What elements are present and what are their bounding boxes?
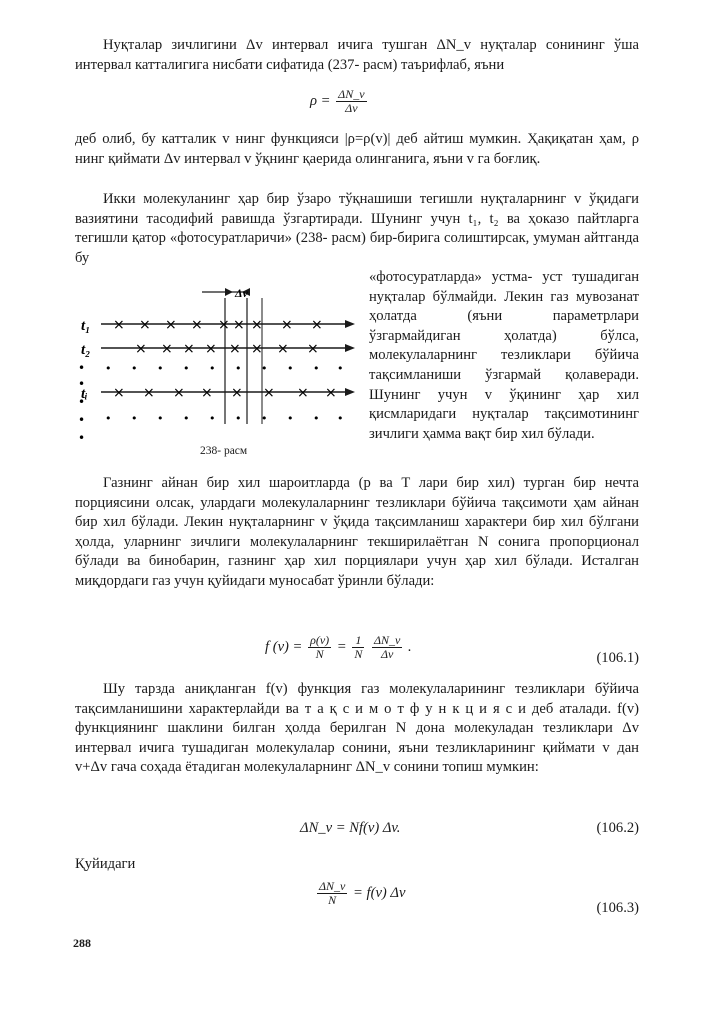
- svg-text:•: •: [337, 362, 344, 375]
- svg-text:×: ×: [139, 317, 151, 333]
- eq2-body: ΔN_v = Nf(v) Δv.: [300, 820, 401, 836]
- svg-text:×: ×: [161, 341, 173, 357]
- eq1-den-2: N: [354, 647, 363, 661]
- eq1-den-1: N: [315, 647, 324, 661]
- eq1-fraction-1: [308, 634, 331, 661]
- eq3-num: ΔN_v: [319, 879, 346, 893]
- equation-number-106-1: (106.1): [596, 650, 639, 666]
- paragraph-6: Қуйидаги: [75, 856, 136, 872]
- svg-text:×: ×: [191, 317, 203, 333]
- delta-v-marker: [202, 286, 250, 300]
- eq1-num-3: ΔN_v: [373, 633, 401, 647]
- figure-238: [75, 284, 360, 470]
- svg-text:•: •: [78, 413, 86, 427]
- paragraph-4: Газнинг айнан бир хил шароитларда (p ва T лари бир хил) турган бир нечта порциясини олсак, улардаги молекулаларнинг тезликлари бўйича тақсимоти ҳам айнан бир хил бўлади. Лекин нуқталарнинг v ўқида тақсимланиш характери бир хил бўлгани ҳолда, уларнинг зичлиги молекулаларнинг текширилаётган N сонига пропорционал бўлади ва бинобарин, газнинг ҳар хил порциялари учун ҳар хил бўлади. Исталган миқдордаги газ учун қуйидаги муносабат ўринли бўлади:: [75, 475, 639, 589]
- svg-text:×: ×: [233, 317, 245, 333]
- svg-text:×: ×: [263, 385, 275, 401]
- svg-text:×: ×: [281, 317, 293, 333]
- svg-text:•: •: [78, 395, 86, 409]
- svg-text:×: ×: [229, 341, 241, 357]
- delta-v-label: Δv: [235, 286, 248, 300]
- svg-text:×: ×: [277, 341, 289, 357]
- svg-text:•: •: [78, 431, 86, 445]
- svg-text:•: •: [235, 412, 242, 425]
- row-label-t1: t₁: [81, 318, 91, 334]
- equation-106-3: [75, 880, 639, 916]
- dotted-rows: [78, 361, 85, 445]
- eq1-lhs: f (v) =: [265, 638, 303, 655]
- eq1-period: .: [408, 638, 412, 655]
- eq1-fraction-2: [352, 634, 364, 661]
- svg-text:•: •: [235, 362, 242, 375]
- svg-text:×: ×: [135, 341, 147, 357]
- dotted-row-1: [105, 362, 344, 375]
- svg-text:•: •: [261, 362, 268, 375]
- svg-text:•: •: [313, 412, 320, 425]
- eq1-den-3: Δv: [380, 647, 394, 661]
- equation-rho-lhs: ρ =: [310, 92, 331, 109]
- svg-text:×: ×: [183, 341, 195, 357]
- paragraph-3-wrap: «фотосуратларда» устма- уст тушадиган нуқталар бўлмайди. Лекин газ мувозанат ҳолатда (яъни параметрлари ўзгармайдиган ҳолатда) бўлса, молекулаларнинг тезликлари бўйича тақсимланиши ўзгармай қолаверади. Шунинг учун v ўқининг ҳар хил қисмларидаги нуқталар тақсимотининг зичлиги ҳамма вақт бир хил бўлади.: [369, 269, 639, 442]
- paragraph-3: Икки молекуланинг ҳар бир ўзаро тўқнашиши тегишли нуқталарнинг v ўқидаги вазиятини тасодифий равишда ўзгартиради. Шунинг учун t₁, t₂ ва ҳоказо пайтларга тегишли қатор «фотосуратларичи» (238- расм) бир-бирига солиштирсак, умуман айтганда бу: [75, 191, 639, 266]
- row-markers-t1: [113, 317, 323, 333]
- svg-text:•: •: [78, 361, 86, 375]
- row-markers-t2: [135, 341, 319, 357]
- svg-text:•: •: [337, 412, 344, 425]
- page-number: 288: [73, 936, 91, 950]
- eq1-fraction-3: [372, 634, 402, 661]
- svg-text:×: ×: [201, 385, 213, 401]
- svg-text:•: •: [157, 412, 164, 425]
- svg-text:•: •: [157, 362, 164, 375]
- eq1-equals: =: [336, 638, 347, 655]
- svg-text:×: ×: [205, 341, 217, 357]
- svg-text:•: •: [105, 412, 112, 425]
- svg-text:•: •: [183, 412, 190, 425]
- svg-text:×: ×: [143, 385, 155, 401]
- svg-text:×: ×: [307, 341, 319, 357]
- svg-text:×: ×: [231, 385, 243, 401]
- svg-text:•: •: [261, 412, 268, 425]
- eq1-num-2: 1: [352, 634, 364, 648]
- svg-text:•: •: [183, 362, 190, 375]
- paragraph-1: Нуқталар зичлигини Δv интервал ичига тушган ΔN_v нуқталар сонининг ўша интервал катталигига нисбати сифатида (237- расм) таърифлаб, яъни: [75, 37, 639, 73]
- eq1-num-1: ρ(v): [310, 633, 330, 647]
- svg-text:•: •: [313, 362, 320, 375]
- svg-text:×: ×: [113, 385, 125, 401]
- figure-caption: 238- расм: [200, 445, 248, 457]
- svg-text:•: •: [287, 412, 294, 425]
- svg-text:•: •: [105, 362, 112, 375]
- eq3-rhs: = f(v) Δv: [353, 884, 406, 901]
- equation-106-2: [75, 820, 639, 856]
- svg-text:•: •: [131, 362, 138, 375]
- svg-text:×: ×: [297, 385, 309, 401]
- svg-text:•: •: [209, 362, 216, 375]
- svg-text:×: ×: [165, 317, 177, 333]
- row-label-ti: tᵢ: [81, 386, 88, 402]
- svg-text:×: ×: [251, 317, 263, 333]
- svg-text:×: ×: [251, 341, 263, 357]
- svg-text:×: ×: [325, 385, 337, 401]
- paragraph-2: деб олиб, бу катталик v нинг функцияси |ρ=ρ(v)| деб айтиш мумкин. Ҳақиқатан ҳам, ρ нинг қиймати Δv интервал v ўқнинг қаерида олинганига, яъни v га боғлиқ.: [75, 131, 639, 167]
- equation-number-106-2: (106.2): [596, 820, 639, 836]
- equation-rho-fraction: [336, 88, 366, 115]
- svg-text:•: •: [131, 412, 138, 425]
- svg-text:•: •: [78, 377, 86, 391]
- svg-text:×: ×: [218, 317, 230, 333]
- equation-rho-numerator: ΔN_v: [338, 87, 365, 101]
- svg-text:•: •: [209, 412, 216, 425]
- svg-text:×: ×: [173, 385, 185, 401]
- eq3-den: N: [328, 893, 337, 907]
- svg-text:•: •: [287, 362, 294, 375]
- equation-rho-denominator: Δv: [345, 101, 358, 115]
- svg-text:×: ×: [113, 317, 125, 333]
- row-label-t2: t₂: [81, 342, 91, 358]
- equation-106-1: [75, 634, 639, 670]
- svg-text:×: ×: [311, 317, 323, 333]
- paragraph-5: Шу тарзда аниқланган f(v) функция газ молекулаларининг тезликлари бўйича тақсимланишини характерлайди ва т а қ с и м о т ф у н к ц и я с и деб аталади. f(v) функциянинг шаклини билган ҳолда берилган N дона молекуладан тезликлари Δv интервал ичига тушадиган молекулалар сонини, яъни тезликларининг қиймати v дан v+Δv гача соҳада ётадиган молекулаларнинг ΔN_v сонини топиш мумкин:: [75, 681, 639, 776]
- equation-number-106-3: (106.3): [596, 900, 639, 916]
- dotted-row-2: [105, 412, 344, 425]
- eq3-fraction: [317, 880, 347, 907]
- equation-rho: [75, 88, 639, 124]
